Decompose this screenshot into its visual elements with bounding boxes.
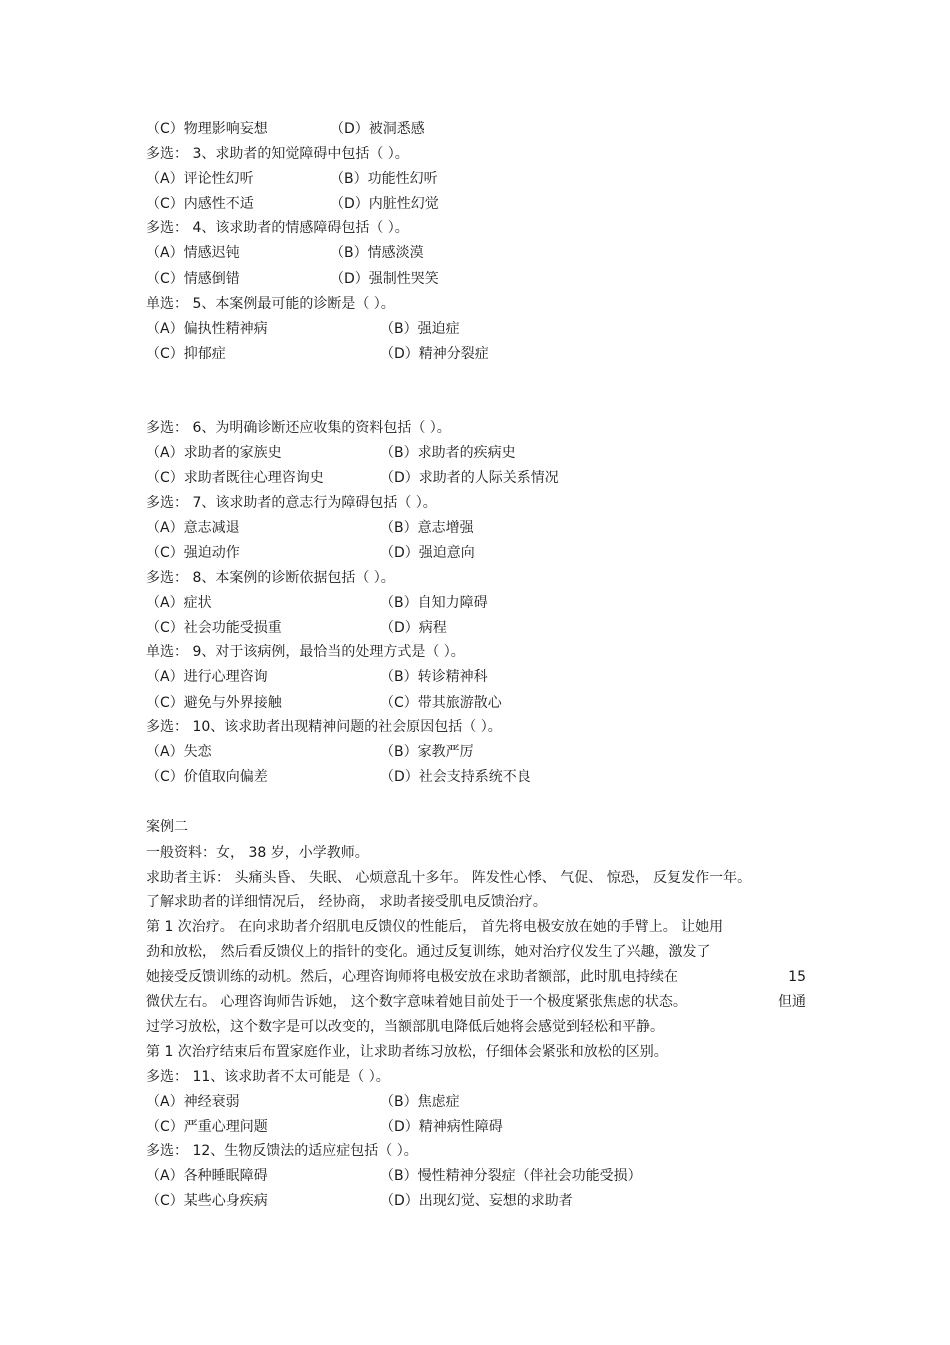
q6-option-d: （D）求助者的人际关系情况	[380, 470, 559, 486]
homework-note: 第 1 次治疗结束后布置家庭作业，让求助者练习放松，仔细体会紧张和放松的区别。	[146, 1044, 668, 1060]
question-4: 多选： 4、该求助者的情感障碍包括（ ）。	[146, 220, 409, 236]
question-11: 多选： 11、该求助者不太可能是（ ）。	[146, 1069, 390, 1085]
q2-option-d: （D）被洞悉感	[330, 121, 425, 137]
q5-option-d: （D）精神分裂症	[380, 346, 489, 362]
therapy-paragraph-line-5: 过学习放松，这个数字是可以改变的，当额部肌电降低后她将会感觉到轻松和平静。	[146, 1019, 664, 1035]
q7-option-c: （C）强迫动作	[146, 545, 240, 561]
therapy-paragraph-line-1: 第 1 次治疗。 在向求助者介绍肌电反馈仪的性能后， 首先将电极安放在她的手臂上。 让她用	[146, 919, 724, 935]
q9-option-c: （C）避免与外界接触	[146, 695, 282, 711]
question-7: 多选： 7、该求助者的意志行为障碍包括（ ）。	[146, 495, 437, 511]
q12-option-c: （C）某些心身疾病	[146, 1193, 268, 1209]
q8-option-d: （D）病程	[380, 620, 447, 636]
q6-option-c: （C）求助者既往心理咨询史	[146, 470, 324, 486]
q10-option-d: （D）社会支持系统不良	[380, 769, 531, 785]
case-understanding: 了解求助者的详细情况后， 经协商， 求助者接受肌电反馈治疗。	[146, 894, 547, 910]
chief-complaint: 求助者主诉： 头痛头昏、 失眠、 心烦意乱十多年。 阵发性心悸、 气促、 惊恐， 反复发作一年。	[146, 870, 752, 886]
q7-option-d: （D）强迫意向	[380, 545, 475, 561]
question-5: 单选： 5、本案例最可能的诊断是（ ）。	[146, 296, 395, 312]
q9-option-d: （C）带其旅游散心	[380, 695, 502, 711]
q4-option-a: （A）情感迟钝	[146, 245, 240, 261]
q3-option-d: （D）内脏性幻觉	[330, 196, 439, 212]
q6-option-b: （B）求助者的疾病史	[380, 445, 516, 461]
q8-option-b: （B）自知力障碍	[380, 595, 488, 611]
q7-option-a: （A）意志减退	[146, 520, 240, 536]
q10-option-a: （A）失恋	[146, 744, 212, 760]
q10-option-b: （B）家教严厉	[380, 744, 474, 760]
q4-option-b: （B）情感淡漠	[330, 245, 424, 261]
q10-option-c: （C）价值取向偏差	[146, 769, 268, 785]
question-10: 多选： 10、该求助者出现精神问题的社会原因包括（ ）。	[146, 719, 502, 735]
q6-option-a: （A）求助者的家族史	[146, 445, 282, 461]
q12-option-b: （B）慢性精神分裂症（伴社会功能受损）	[380, 1168, 642, 1184]
therapy-line-4-text: 微伏左右。 心理咨询师告诉她， 这个数字意味着她目前处于一个极度紧张焦虑的状态。	[146, 994, 687, 1010]
q8-option-a: （A）症状	[146, 595, 212, 611]
q11-option-a: （A）神经衰弱	[146, 1094, 240, 1110]
therapy-line-3-text: 她接受反馈训练的动机。然后，心理咨询师将电极安放在求助者额部，此时肌电持续在	[146, 969, 678, 985]
question-8: 多选： 8、本案例的诊断依据包括（ ）。	[146, 570, 395, 586]
q5-option-c: （C）抑郁症	[146, 346, 226, 362]
q3-option-b: （B）功能性幻听	[330, 171, 438, 187]
q7-option-b: （B）意志增强	[380, 520, 474, 536]
therapy-paragraph-line-2: 劲和放松， 然后看反馈仪上的指针的变化。通过反复训练，她对治疗仪发生了兴趣，激发了	[146, 944, 711, 960]
q3-option-a: （A）评论性幻听	[146, 171, 254, 187]
q12-option-a: （A）各种睡眠障碍	[146, 1168, 268, 1184]
q11-option-d: （D）精神病性障碍	[380, 1119, 503, 1135]
q9-option-a: （A）进行心理咨询	[146, 669, 268, 685]
q12-option-d: （D）出现幻觉、妄想的求助者	[380, 1193, 573, 1209]
q3-option-c: （C）内感性不适	[146, 196, 254, 212]
therapy-line-4-end: 但通	[778, 994, 806, 1010]
therapy-paragraph-line-4	[146, 993, 806, 1011]
question-6: 多选： 6、为明确诊断还应收集的资料包括（ ）。	[146, 420, 451, 436]
q11-option-b: （B）焦虑症	[380, 1094, 460, 1110]
q5-option-b: （B）强迫症	[380, 321, 460, 337]
general-info: 一般资料：女， 38 岁，小学教师。	[146, 845, 369, 861]
q11-option-c: （C）严重心理问题	[146, 1119, 268, 1135]
q4-option-d: （D）强制性哭笑	[330, 271, 439, 287]
q5-option-a: （A）偏执性精神病	[146, 321, 268, 337]
q8-option-c: （C）社会功能受损重	[146, 620, 282, 636]
case-title: 案例二	[146, 819, 188, 835]
q4-option-c: （C）情感倒错	[146, 271, 240, 287]
therapy-paragraph-line-3	[146, 968, 806, 986]
question-12: 多选： 12、生物反馈法的适应症包括（ ）。	[146, 1143, 418, 1159]
q9-option-b: （B）转诊精神科	[380, 669, 488, 685]
q2-option-c: （C）物理影响妄想	[146, 121, 268, 137]
therapy-line-3-number: 15	[788, 969, 806, 985]
question-9: 单选： 9、对于该病例，最恰当的处理方式是（ ）。	[146, 644, 465, 660]
question-3: 多选： 3、求助者的知觉障碍中包括（ ）。	[146, 146, 409, 162]
